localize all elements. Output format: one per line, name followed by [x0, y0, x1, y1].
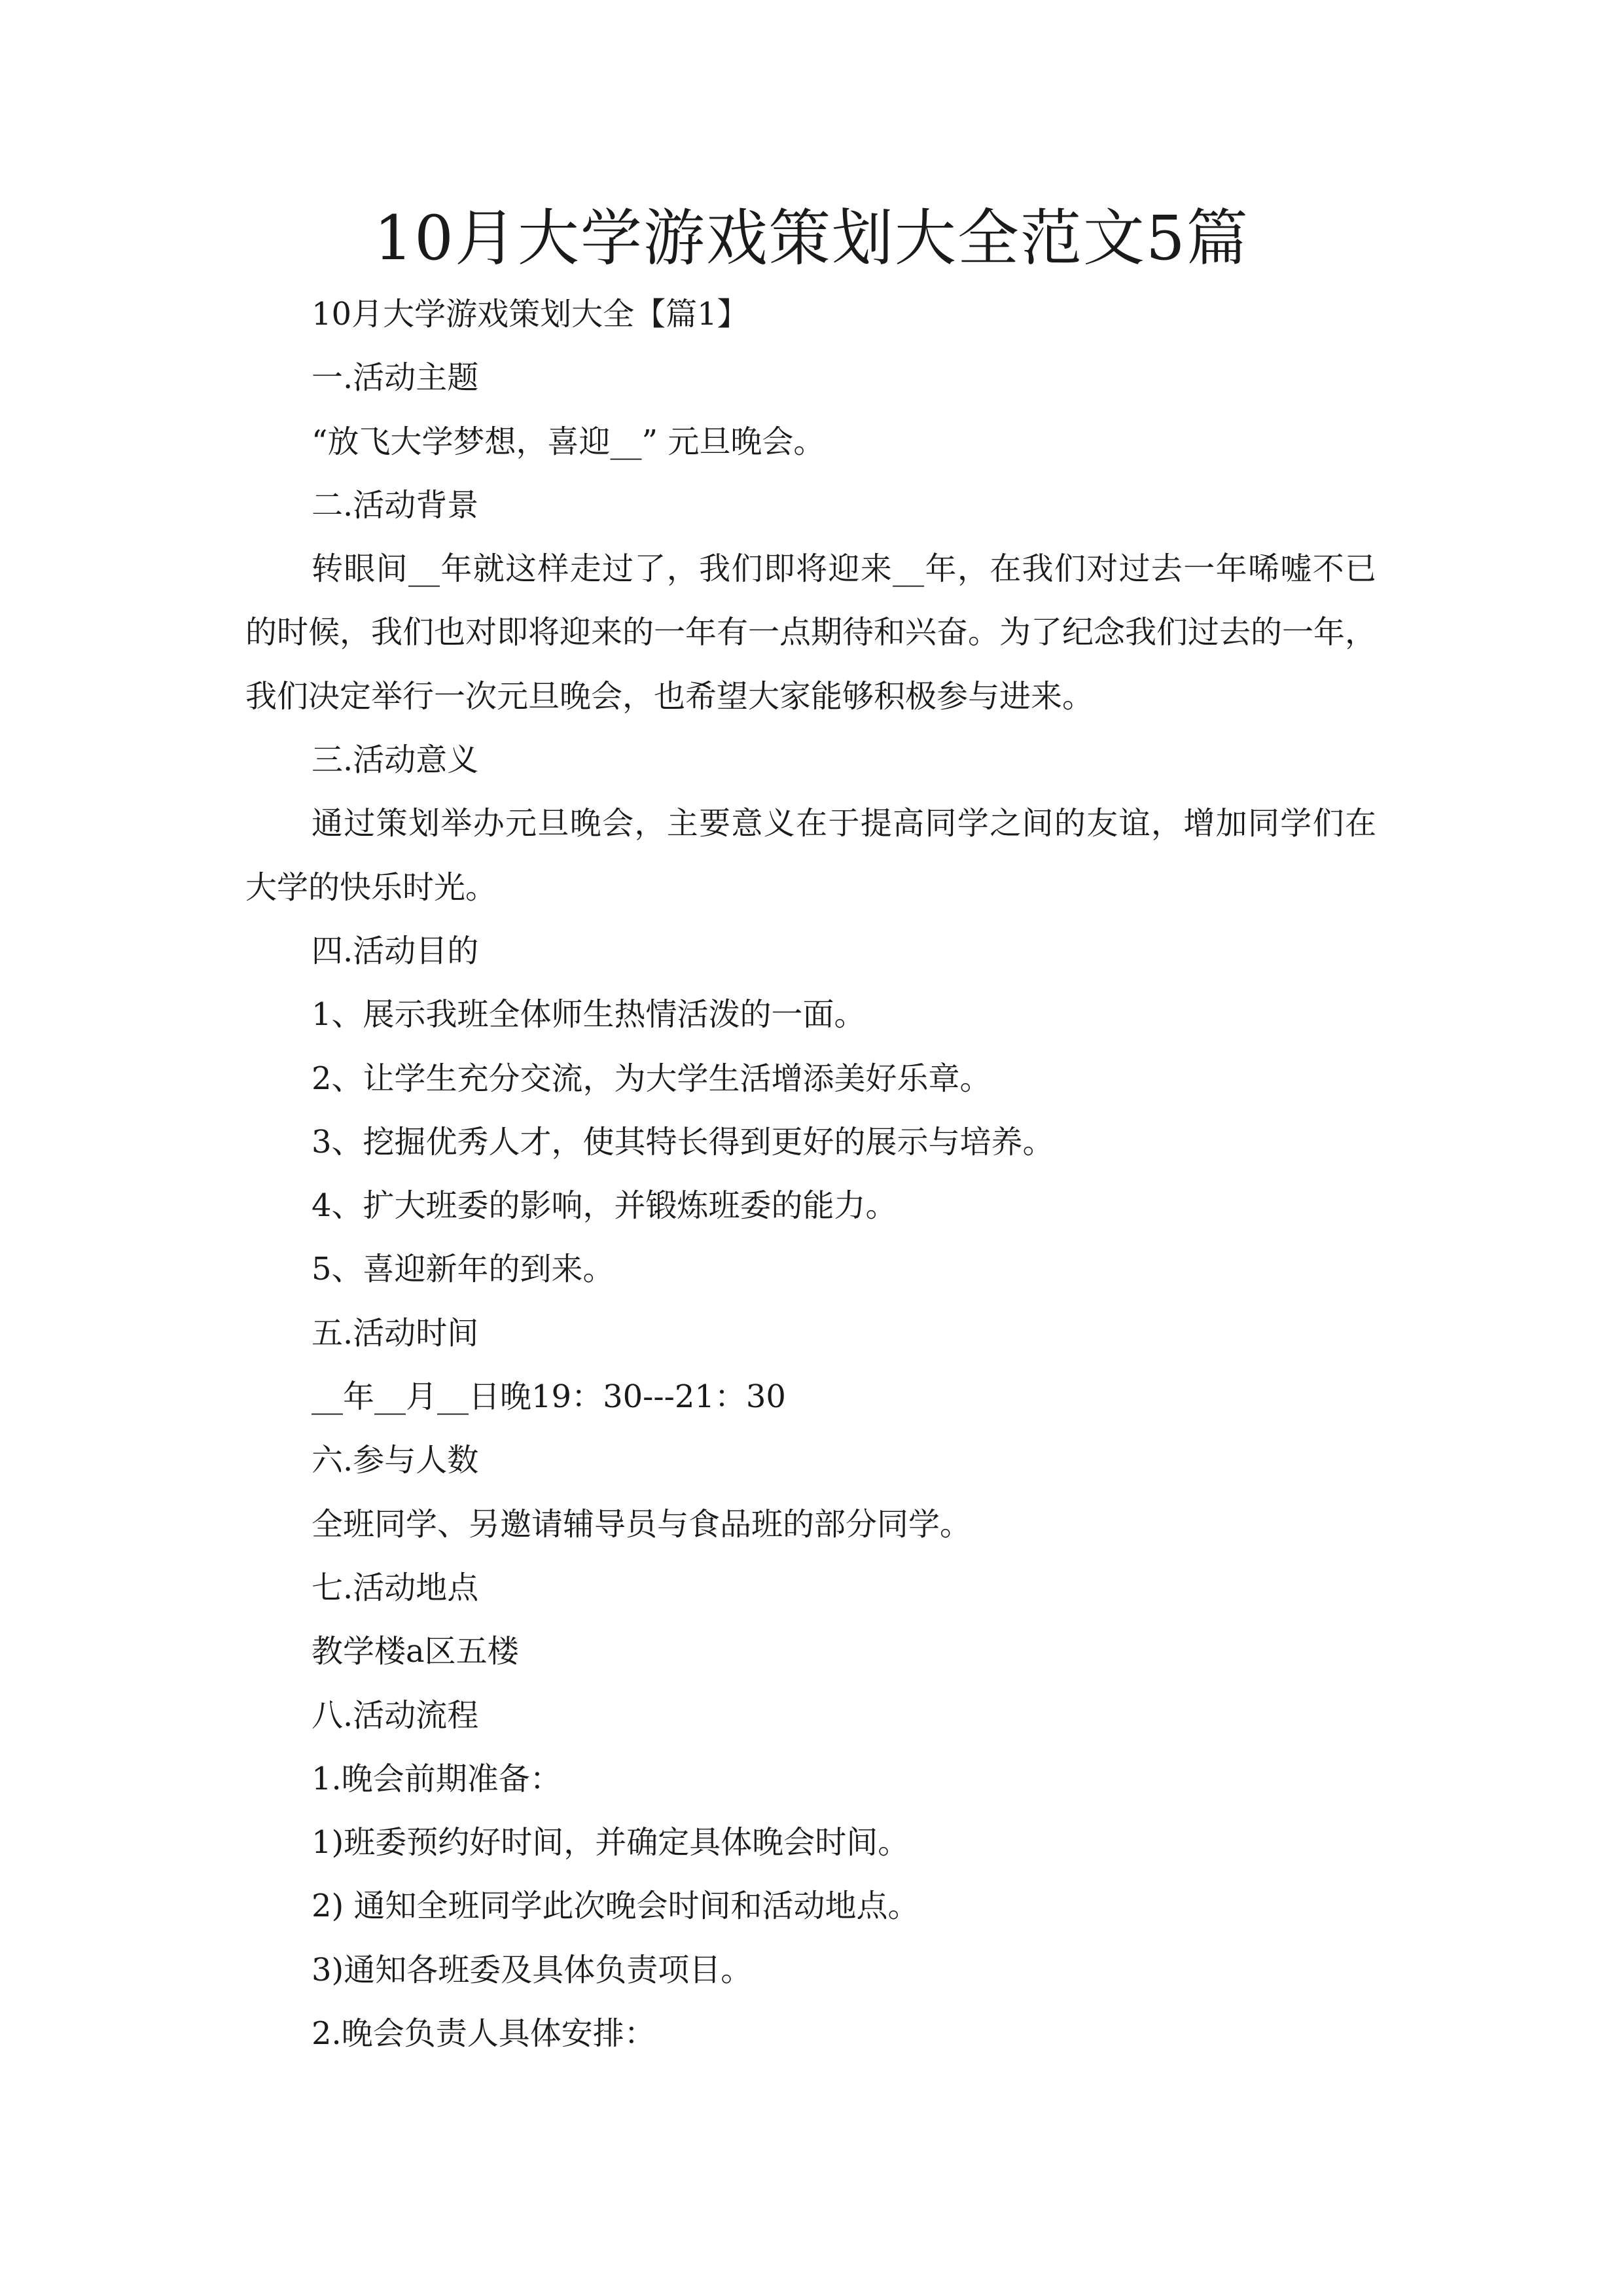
- paragraph: 一.活动主题: [312, 359, 479, 397]
- paragraph: 1)班委预约好时间，并确定具体晚会时间。: [312, 1824, 910, 1861]
- paragraph: 10月大学游戏策划大全【篇1】: [312, 296, 749, 332]
- paragraph: 转眼间__年就这样走过了，我们即将迎来__年，在我们对过去一年唏嘘不已的时候，我们也对即将迎来的一年有一点期待和兴奋。为了纪念我们过去的一年，我们决定举行一次元旦晚会，也希望大家能够积极参与进来。: [245, 550, 1377, 715]
- paragraph: 四.活动目的: [312, 932, 479, 969]
- paragraph: 通过策划举办元旦晚会，主要意义在于提高同学之间的友谊，增加同学们在大学的快乐时光。: [245, 805, 1376, 906]
- paragraph: 六.参与人数: [312, 1442, 479, 1479]
- paragraph: 二.活动背景: [312, 486, 479, 524]
- paragraph: 三.活动意义: [312, 742, 479, 779]
- paragraph: 五.活动时间: [312, 1314, 479, 1352]
- paragraph: 2.晚会负责人具体安排：: [312, 2015, 656, 2053]
- document-title: 10月大学游戏策划大全范文5篇: [374, 203, 1249, 274]
- paragraph: 教学楼a区五楼: [312, 1633, 519, 1670]
- paragraph: __年__月__日晚19：30---21：30: [312, 1378, 786, 1416]
- paragraph: 全班同学、另邀请辅导员与食品班的部分同学。: [312, 1505, 972, 1543]
- paragraph: 2、让学生充分交流，为大学生活增添美好乐章。: [312, 1060, 991, 1097]
- paragraph: 4、扩大班委的影响，并锻炼班委的能力。: [312, 1187, 897, 1225]
- paragraph: 3、挖掘优秀人才，使其特长得到更好的展示与培养。: [312, 1123, 1054, 1160]
- paragraph: 1、展示我班全体师生热情活泼的一面。: [312, 996, 866, 1033]
- document-body: [245, 283, 1376, 2066]
- paragraph: 2) 通知全班同学此次晚会时间和活动地点。: [312, 1888, 919, 1925]
- paragraph: 5、喜迎新年的到来。: [312, 1251, 615, 1288]
- paragraph: “放飞大学梦想，喜迎__” 元旦晚会。: [312, 423, 825, 460]
- paragraph: 八.活动流程: [312, 1696, 479, 1734]
- paragraph: 七.活动地点: [312, 1569, 479, 1606]
- paragraph: 1.晚会前期准备：: [312, 1760, 562, 1797]
- paragraph: 3)通知各班委及具体负责项目。: [312, 1951, 753, 1988]
